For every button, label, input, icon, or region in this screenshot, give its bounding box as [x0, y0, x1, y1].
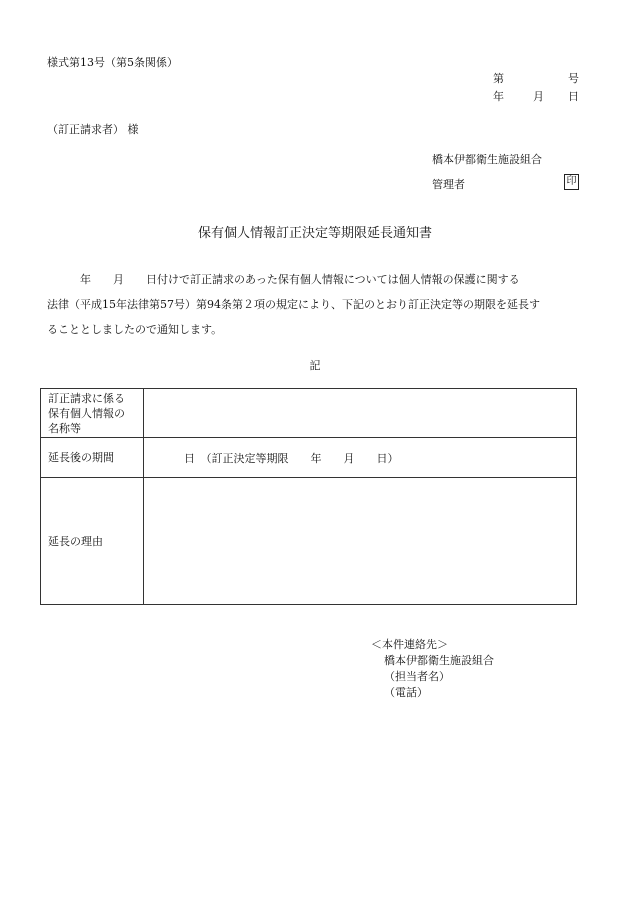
contact-heading: ＜本件連絡先＞ [371, 638, 448, 651]
issuer-organization: 橋本伊都衛生施設組合 [432, 153, 542, 166]
document-number-prefix: 第 [493, 72, 504, 85]
info-name-value [144, 389, 577, 438]
document-number-suffix: 号 [568, 72, 579, 85]
body-line: ることとしましたので通知します。 [47, 323, 223, 336]
info-name-label-line: 名称等 [48, 421, 81, 435]
ki-heading: 記 [309, 359, 321, 372]
contact-phone: （電話） [384, 686, 428, 699]
body-line: 年 月 日付けで訂正請求のあった保有個人情報については個人情報の保護に関する [47, 273, 520, 286]
body-text [47, 267, 587, 342]
date-month: 月 [533, 90, 544, 103]
table-row [41, 478, 577, 605]
body-line: 法律（平成15年法律第57号）第94条第２項の規定により、下記のとおり訂正決定等の期限を延長す [47, 298, 540, 311]
table-row [41, 389, 577, 438]
contact-info [371, 637, 494, 701]
issuer-role: 管理者 [432, 178, 465, 191]
table-row [41, 438, 577, 478]
form-number: 様式第13号（第5条関係） [47, 56, 178, 69]
extended-period-value: 日 （訂正決定等期限 年 月 日） [144, 438, 577, 478]
contact-organization: 橋本伊都衛生施設組合 [384, 654, 494, 667]
contact-person: （担当者名） [384, 670, 450, 683]
extended-period-label: 延長後の期間 [41, 438, 144, 478]
addressee: （訂正請求者） 様 [47, 123, 139, 136]
extension-reason-value [144, 478, 577, 605]
seal-mark: 印 [564, 174, 579, 190]
date-day: 日 [568, 90, 579, 103]
details-table [40, 388, 577, 605]
document-title: 保有個人情報訂正決定等期限延長通知書 [197, 226, 432, 241]
info-name-label-line: 訂正請求に係る [48, 391, 125, 405]
extension-reason-label: 延長の理由 [41, 478, 144, 605]
date-year: 年 [493, 90, 504, 103]
info-name-label-line: 保有個人情報の [48, 406, 125, 420]
info-name-label [41, 389, 144, 438]
